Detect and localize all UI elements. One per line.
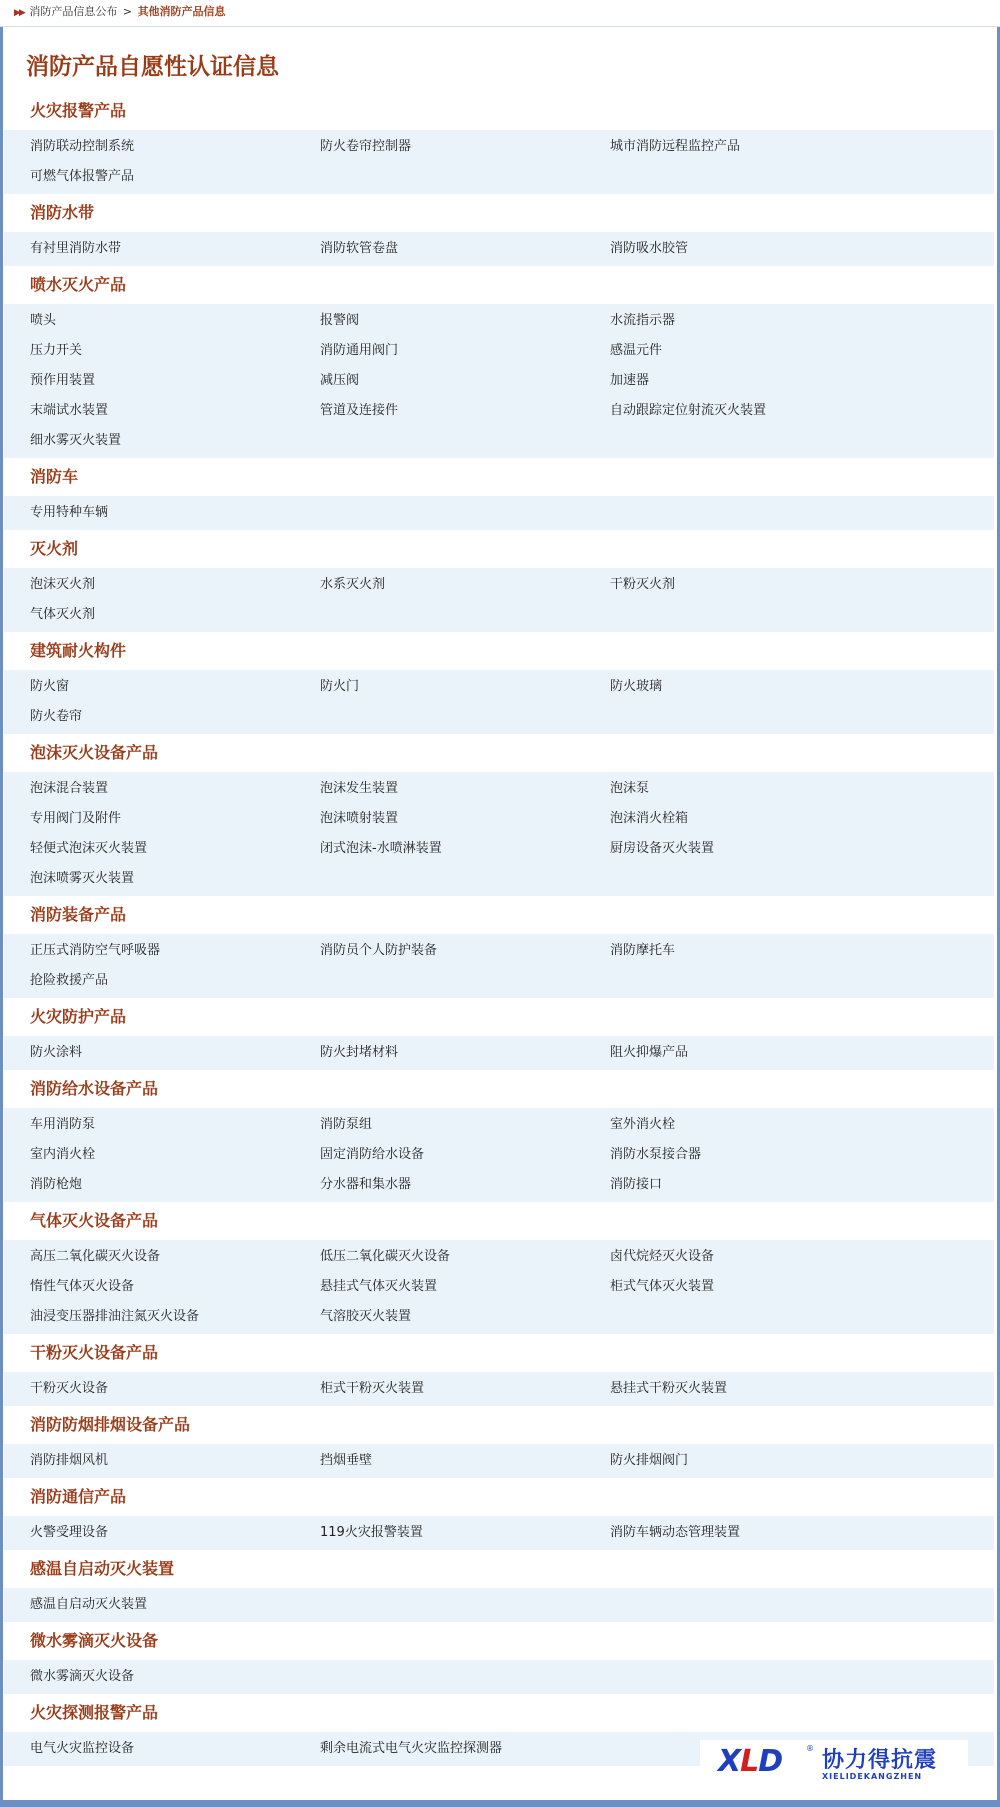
section-items xyxy=(4,1444,994,1478)
item-row xyxy=(4,1272,994,1302)
breadcrumb-link[interactable]: 消防产品信息公布 xyxy=(29,5,118,18)
product-item[interactable]: 报警阀 xyxy=(320,313,360,328)
product-item[interactable]: 喷头 xyxy=(30,313,57,328)
product-item[interactable]: 固定消防给水设备 xyxy=(320,1147,425,1162)
product-item[interactable]: 电气火灾监控设备 xyxy=(30,1741,135,1756)
product-item[interactable]: 消防泵组 xyxy=(320,1117,373,1132)
section-title: 火灾报警产品 xyxy=(4,92,994,130)
item-row xyxy=(4,672,994,702)
item-row xyxy=(4,1446,994,1476)
product-section xyxy=(4,1406,994,1478)
product-item[interactable]: 水系灭火剂 xyxy=(320,577,386,592)
section-title: 消防通信产品 xyxy=(4,1478,994,1516)
product-item[interactable]: 消防接口 xyxy=(610,1177,663,1192)
section-items xyxy=(4,1516,994,1550)
section-title: 感温自启动灭火装置 xyxy=(4,1550,994,1588)
product-section xyxy=(4,530,994,632)
section-title: 灭火剂 xyxy=(4,530,994,568)
item-row xyxy=(4,234,994,264)
logo-letter-x: X xyxy=(718,1744,741,1779)
item-row xyxy=(4,306,994,336)
section-items xyxy=(4,934,994,998)
product-item[interactable]: 水流指示器 xyxy=(610,313,676,328)
product-section xyxy=(4,92,994,194)
item-row xyxy=(4,834,994,864)
item-row xyxy=(4,336,994,366)
product-section xyxy=(4,194,994,266)
item-row xyxy=(4,366,994,396)
section-title: 干粉灭火设备产品 xyxy=(4,1334,994,1372)
logo-mark xyxy=(718,1744,782,1779)
product-item[interactable]: 感温元件 xyxy=(610,343,663,358)
product-item[interactable]: 泡沫灭火剂 xyxy=(30,577,96,592)
product-item[interactable]: 微水雾滴灭火设备 xyxy=(30,1669,135,1684)
product-item[interactable]: 卤代烷烃灭火设备 xyxy=(610,1249,715,1264)
product-item[interactable]: 消防联动控制系统 xyxy=(30,139,135,154)
product-item[interactable]: 管道及连接件 xyxy=(320,403,399,418)
item-row xyxy=(4,1518,994,1548)
section-items xyxy=(4,232,994,266)
registered-mark: ® xyxy=(806,1744,814,1753)
product-section xyxy=(4,734,994,896)
product-item[interactable]: 消防车辆动态管理装置 xyxy=(610,1525,741,1540)
product-item[interactable]: 轻便式泡沫灭火装置 xyxy=(30,841,148,856)
product-item[interactable]: 防火门 xyxy=(320,679,360,694)
product-item[interactable]: 防火玻璃 xyxy=(610,679,663,694)
breadcrumb xyxy=(0,0,1000,27)
section-title: 消防水带 xyxy=(4,194,994,232)
section-items xyxy=(4,1240,994,1334)
item-row xyxy=(4,702,994,732)
product-item[interactable]: 末端试水装置 xyxy=(30,403,109,418)
product-item[interactable]: 防火卷帘 xyxy=(30,709,83,724)
section-items xyxy=(4,496,994,530)
double-arrow-icon: ▶▶ xyxy=(14,8,24,18)
product-item[interactable]: 气体灭火剂 xyxy=(30,607,96,622)
breadcrumb-separator: > xyxy=(122,5,133,18)
section-title: 火灾防护产品 xyxy=(4,998,994,1036)
product-section xyxy=(4,998,994,1070)
item-row xyxy=(4,570,994,600)
product-item[interactable]: 泡沫消火栓箱 xyxy=(610,811,689,826)
product-item[interactable]: 悬挂式干粉灭火装置 xyxy=(610,1381,728,1396)
product-item[interactable]: 泡沫泵 xyxy=(610,781,650,796)
product-item[interactable]: 防火涂料 xyxy=(30,1045,83,1060)
product-item[interactable]: 室内消火栓 xyxy=(30,1147,96,1162)
product-section xyxy=(4,632,994,734)
item-row xyxy=(4,132,994,162)
product-item[interactable]: 阻火抑爆产品 xyxy=(610,1045,689,1060)
item-row xyxy=(4,396,994,426)
product-item[interactable]: 城市消防远程监控产品 xyxy=(610,139,741,154)
item-row xyxy=(4,1590,994,1620)
brand-logo xyxy=(700,1740,968,1786)
logo-brand-en: XIELIDEKANGZHEN xyxy=(822,1772,923,1781)
product-item[interactable]: 泡沫喷雾灭火装置 xyxy=(30,871,135,886)
item-row xyxy=(4,774,994,804)
product-section xyxy=(4,266,994,458)
item-row xyxy=(4,498,994,528)
item-row xyxy=(4,1170,994,1200)
product-item[interactable]: 防火排烟阀门 xyxy=(610,1453,689,1468)
item-row xyxy=(4,936,994,966)
product-item[interactable]: 车用消防泵 xyxy=(30,1117,96,1132)
product-item[interactable]: 惰性气体灭火设备 xyxy=(30,1279,135,1294)
item-row xyxy=(4,162,994,192)
product-item[interactable]: 低压二氧化碳灭火设备 xyxy=(320,1249,451,1264)
section-title: 消防装备产品 xyxy=(4,896,994,934)
section-title: 泡沫灭火设备产品 xyxy=(4,734,994,772)
section-items xyxy=(4,130,994,194)
product-item[interactable]: 消防排烟风机 xyxy=(30,1453,109,1468)
product-item[interactable]: 干粉灭火剂 xyxy=(610,577,676,592)
section-title: 喷水灭火产品 xyxy=(4,266,994,304)
logo-letter-l: L xyxy=(740,1744,759,1779)
product-item[interactable]: 分水器和集水器 xyxy=(320,1177,412,1192)
section-items xyxy=(4,1660,994,1694)
product-item[interactable]: 消防软管卷盘 xyxy=(320,241,399,256)
product-item[interactable]: 泡沫发生装置 xyxy=(320,781,399,796)
product-item[interactable]: 厨房设备灭火装置 xyxy=(610,841,715,856)
page-title: 消防产品自愿性认证信息 xyxy=(26,53,279,80)
product-item[interactable]: 预作用装置 xyxy=(30,373,96,388)
item-row xyxy=(4,1110,994,1140)
product-item[interactable]: 压力开关 xyxy=(30,343,83,358)
product-section xyxy=(4,458,994,530)
product-item[interactable]: 防火卷帘控制器 xyxy=(320,139,412,154)
section-title: 气体灭火设备产品 xyxy=(4,1202,994,1240)
product-item[interactable]: 消防员个人防护装备 xyxy=(320,943,438,958)
product-item[interactable]: 消防水泵接合器 xyxy=(610,1147,702,1162)
product-item[interactable]: 柜式干粉灭火装置 xyxy=(320,1381,425,1396)
section-items xyxy=(4,1108,994,1202)
logo-letter-d: D xyxy=(758,1744,783,1779)
section-items xyxy=(4,304,994,458)
product-item[interactable]: 室外消火栓 xyxy=(610,1117,676,1132)
product-item[interactable]: 减压阀 xyxy=(320,373,360,388)
product-item[interactable]: 有衬里消防水带 xyxy=(30,241,122,256)
section-items xyxy=(4,568,994,632)
product-section xyxy=(4,1070,994,1202)
section-title: 建筑耐火构件 xyxy=(4,632,994,670)
product-section xyxy=(4,1550,994,1622)
section-title: 消防车 xyxy=(4,458,994,496)
product-item[interactable]: 119火灾报警装置 xyxy=(320,1525,423,1540)
section-title: 微水雾滴灭火设备 xyxy=(4,1622,994,1660)
product-item[interactable]: 气溶胶灭火装置 xyxy=(320,1309,412,1324)
product-item[interactable]: 防火封堵材料 xyxy=(320,1045,399,1060)
product-item[interactable]: 泡沫喷射装置 xyxy=(320,811,399,826)
item-row xyxy=(4,1140,994,1170)
item-row xyxy=(4,600,994,630)
section-title: 消防给水设备产品 xyxy=(4,1070,994,1108)
product-section xyxy=(4,1622,994,1694)
section-items xyxy=(4,1372,994,1406)
logo-brand-cn: 协力得抗震 xyxy=(822,1748,938,1773)
section-title: 消防防烟排烟设备产品 xyxy=(4,1406,994,1444)
product-item[interactable]: 消防摩托车 xyxy=(610,943,676,958)
product-item[interactable]: 消防枪炮 xyxy=(30,1177,83,1192)
frame-bottom-border xyxy=(0,1800,1000,1807)
product-item[interactable]: 可燃气体报警产品 xyxy=(30,169,135,184)
product-item[interactable]: 挡烟垂壁 xyxy=(320,1453,373,1468)
item-row xyxy=(4,426,994,456)
product-item[interactable]: 泡沫混合装置 xyxy=(30,781,109,796)
section-items xyxy=(4,1036,994,1070)
item-row xyxy=(4,1038,994,1068)
item-row xyxy=(4,1662,994,1692)
product-section xyxy=(4,1202,994,1334)
product-item[interactable]: 柜式气体灭火装置 xyxy=(610,1279,715,1294)
product-section xyxy=(4,896,994,998)
item-row xyxy=(4,804,994,834)
product-item[interactable]: 消防通用阀门 xyxy=(320,343,399,358)
section-items xyxy=(4,670,994,734)
product-item[interactable]: 闭式泡沫-水喷淋装置 xyxy=(320,841,442,856)
product-item[interactable]: 自动跟踪定位射流灭火装置 xyxy=(610,403,767,418)
breadcrumb-current: 其他消防产品信息 xyxy=(137,5,226,18)
item-row xyxy=(4,1302,994,1332)
product-item[interactable]: 悬挂式气体灭火装置 xyxy=(320,1279,438,1294)
product-section xyxy=(4,1334,994,1406)
product-item[interactable]: 正压式消防空气呼吸器 xyxy=(30,943,161,958)
product-item[interactable]: 高压二氧化碳灭火设备 xyxy=(30,1249,161,1264)
product-item[interactable]: 消防吸水胶管 xyxy=(610,241,689,256)
section-items xyxy=(4,772,994,896)
product-item[interactable]: 加速器 xyxy=(610,373,650,388)
product-section xyxy=(4,1478,994,1550)
product-item[interactable]: 感温自启动灭火装置 xyxy=(30,1597,148,1612)
product-item[interactable]: 干粉灭火设备 xyxy=(30,1381,109,1396)
section-title: 火灾探测报警产品 xyxy=(4,1694,994,1732)
product-item[interactable]: 油浸变压器排油注氮灭火设备 xyxy=(30,1309,200,1324)
product-item[interactable]: 防火窗 xyxy=(30,679,70,694)
item-row xyxy=(4,864,994,894)
item-row xyxy=(4,966,994,996)
item-row xyxy=(4,1242,994,1272)
product-item[interactable]: 专用阀门及附件 xyxy=(30,811,122,826)
product-item[interactable]: 抢险救援产品 xyxy=(30,973,109,988)
product-item[interactable]: 细水雾灭火装置 xyxy=(30,433,122,448)
product-item[interactable]: 剩余电流式电气火灾监控探测器 xyxy=(320,1741,503,1756)
product-item[interactable]: 专用特种车辆 xyxy=(30,505,109,520)
item-row xyxy=(4,1374,994,1404)
section-items xyxy=(4,1588,994,1622)
product-item[interactable]: 火警受理设备 xyxy=(30,1525,109,1540)
